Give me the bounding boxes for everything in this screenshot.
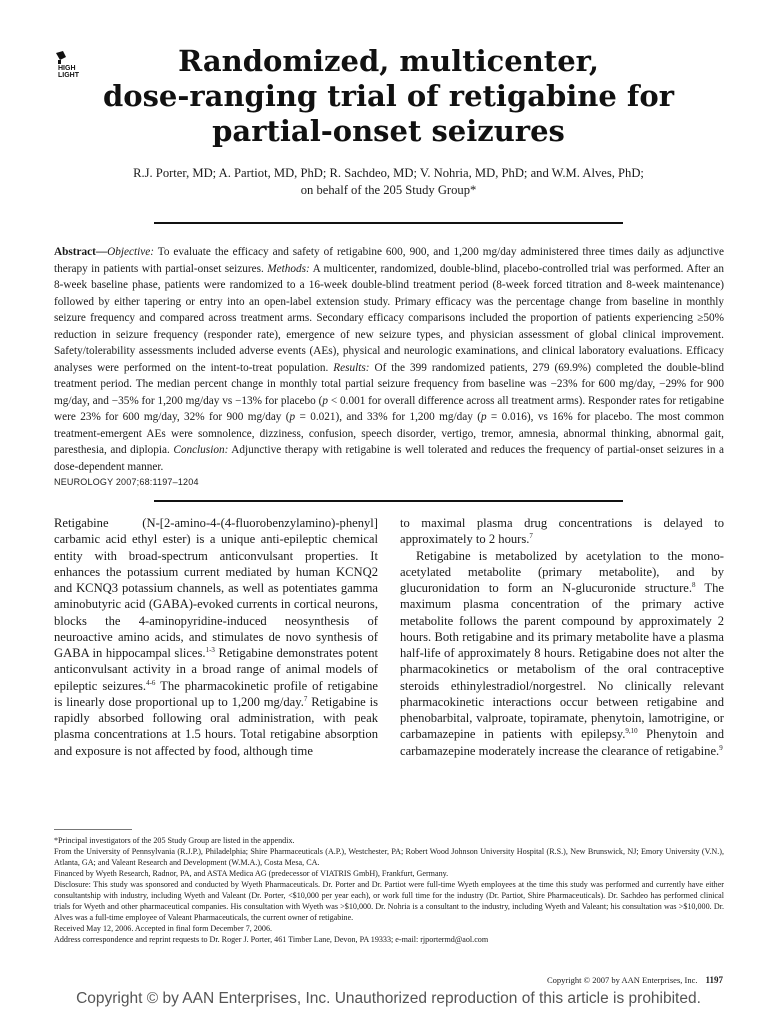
results-text-a: Of the 399 randomized patients, 279 (69.9%) completed the double-blind treatment period. The median percent change in monthly total partial seizure frequency from baseline was −23% for 600 mg/day, −29% for 900 mg/day, and −35% for 1,200 mg/day vs −13% for placebo ( <box>54 361 724 407</box>
authors-line-1: R.J. Porter, MD; A. Partiot, MD, PhD; R. Sachdeo, MD; V. Nohria, MD, PhD; and W.M. Alves, PhD; <box>133 166 644 180</box>
body-text: to maximal plasma drug concentrations is delayed to approximately to 2 hours. <box>400 516 724 547</box>
authors-line-2: on behalf of the 205 Study Group* <box>300 183 477 197</box>
methods-label: Methods: <box>267 262 310 275</box>
reference-marker: 7 <box>529 532 533 541</box>
page-number: 1197 <box>705 975 723 985</box>
copyright-text: Copyright © 2007 by AAN Enterprises, Inc. <box>547 975 698 985</box>
article-title <box>80 44 697 149</box>
footnote-received: Received May 12, 2006. Accepted in final form December 7, 2006. <box>54 924 273 933</box>
abstract <box>54 244 724 475</box>
footnote-disclosure: Disclosure: This study was sponsored and conducted by Wyeth Pharmaceuticals. Dr. Porter and Dr. Partiot were full-time Wyeth employees at the time this study was performed and currently have either consultantship with industry, including Wyeth and Valeant (Dr. Porter, <$10,000 per year each), or work full time for the industry (Dr. Partiot, Shire Pharmaceuticals). Dr. Sachdeo has performed clinical trials for Wyeth and other pharmaceutical companies. His consultation with Wyeth was >$10,000. Dr. Nohria is a consultant to the industry, including Wyeth and Valeant; his consultation was >$10,000. Dr. Alves was a full-time employee of Valeant Pharmaceuticals, the current owner of retigabine. <box>54 880 724 922</box>
divider-top <box>154 222 623 224</box>
title-line-2: dose-ranging trial of retigabine for <box>102 79 675 113</box>
author-list <box>60 165 717 199</box>
objective-label: Objective: <box>107 246 154 258</box>
results-text-b: < 0.001 for overall difference across all treatment arms). Responder rates for retigabine were 23% for 600 mg/day, 32% for 900 mg/day ( <box>54 394 724 423</box>
p-symbol: p <box>289 411 296 423</box>
title-line-3: partial-onset seizures <box>212 114 565 148</box>
journal-citation: NEUROLOGY 2007;68:1197–1204 <box>54 477 199 487</box>
body-paragraph <box>54 515 378 759</box>
title-line-1: Randomized, multicenter, <box>178 44 599 78</box>
body-text: Retigabine is metabolized by acetylation to the mono-acetylated metabolite (primary metabolite), and by glucuronidation to form an N-glucuronide structure. <box>400 548 724 595</box>
footnote-divider <box>54 829 132 830</box>
divider-bottom <box>154 500 623 502</box>
reference-marker: 7 <box>303 694 308 703</box>
results-text-c: = 0.021), and 33% for 1,200 mg/day ( <box>295 411 481 423</box>
p-symbol: p <box>480 411 487 423</box>
footnote-study-group: *Principal investigators of the 205 Study Group are listed in the appendix. <box>54 836 295 845</box>
p-symbol: p <box>322 394 329 407</box>
body-text: The maximum plasma concentration of the primary active metabolite follows the parent compound by approximately 2 hours. Both retigabine and its primary metabolite have a plasma half-life of approximately 8 hours. Retigabine does not alter the pharmacokinetics or metabolism of the oral contraceptive steroids ethinylestradiol/norgestrel. No clinically relevant pharmacokinetic interactions occur between retigabine and phenobarbital, valproate, topiramate, phenytoin, lamotrigine, or carbamazepine in patients with epilepsy. <box>400 581 724 742</box>
body-paragraph <box>400 515 724 548</box>
methods-text: A multicenter, randomized, double-blind, placebo-controlled trial was performed. After an 8-week baseline phase, patients were randomized to a 16-week double-blind treatment period (8-week forced titration and 8-week maintenance) followed by either tapering or entry into an open-label extension study. Primary efficacy was the percentage change from baseline in monthly seizure frequency and compared across treatment arms. Secondary efficacy comparisons included the proportion of patients experiencing ≥50% reduction in seizure frequency (responder rate), emergence of new seizure types, and physician assessment of global clinical improvement. Safety/tolerability assessments included adverse events (AEs), physical and neurologic examinations, and clinical laboratory evaluations. Efficacy analyses were performed on the intent-to-treat population. <box>54 262 724 374</box>
reference-marker: 9 <box>719 743 723 752</box>
body-text: Phenytoin and carbamazepine moderately increase the clearance of retigabine. <box>400 727 724 758</box>
reference-marker: 4-6 <box>146 678 156 687</box>
body-column-left <box>54 515 378 759</box>
body-text: The pharmacokinetic profile of retigabine is linearly dose proportional up to 1,200 mg/day. <box>54 678 378 709</box>
footnote-affiliations: From the University of Pennsylvania (R.J.P.), Philadelphia; Shire Pharmaceuticals (A.P.), Westchester, PA; Robert Wood Johnson University Hospital (R.S.), New Brunswick, NJ; Emory University (V.N.), Atlanta, GA; and Valeant Research and Development (W.M.A.), Costa Mesa, CA. <box>54 847 724 867</box>
copyright-banner: Copyright © by AAN Enterprises, Inc. Unauthorized reproduction of this article is prohibited. <box>76 990 701 1007</box>
copyright-line <box>547 975 723 985</box>
reference-marker: 1-3 <box>205 645 215 654</box>
results-text-d: = 0.016), vs 16% for placebo. The most common treatment-emergent AEs were somnolence, dizziness, confusion, speech disorder, vertigo, tremor, amnesia, abnormal thinking, abnormal gait, paresthesia, and diplopia. <box>54 411 724 456</box>
body-text: Retigabine demonstrates potent anticonvulsant activity in a broad range of animal models of epileptic seizures. <box>54 646 378 693</box>
objective-text: To evaluate the efficacy and safety of retigabine 600, 900, and 1,200 mg/day administered three times daily as adjunctive therapy in patients with partial-onset seizures. <box>54 246 724 275</box>
footnote-correspondence: Address correspondence and reprint requests to Dr. Roger J. Porter, 461 Timber Lane, Devon, PA 19333; e-mail: rjportermd@aol.com <box>54 935 489 944</box>
body-paragraph <box>400 548 724 759</box>
reference-marker: 8 <box>692 580 696 589</box>
footnotes <box>54 835 724 945</box>
conclusion-text: Adjunctive therapy with retigabine is well tolerated and reduces the frequency of partial-onset seizures in a dose-dependent manner. <box>54 444 724 473</box>
body-column-right <box>400 515 724 759</box>
body-text: Retigabine is rapidly absorbed following oral administration, with peak plasma concentrations at 1.5 hours. Total retigabine absorption and exposure is not affected by food, although time <box>54 694 378 758</box>
results-label: Results: <box>333 361 370 374</box>
body-text: Retigabine (N-[2-amino-4-(4-fluorobenzylamino)-phenyl] carbamic acid ethyl ester) is a unique anti-epileptic chemical entity with broad-spectrum anticonvulsant properties. It enhances the potassium current mediated by human KCNQ2 and KCNQ3 potassium channels, as well as potentiates gamma aminobutyric acid (GABA)-evoked currents in cortical neurons, blocks the 4-aminopyridine-induced neosynthesis of neuroactive amino acids, and stimulates de novo synthesis of GABA in hippocampal slices. <box>54 516 378 660</box>
svg-text:HIGH: HIGH <box>58 65 76 72</box>
svg-text:LIGHT: LIGHT <box>58 72 79 79</box>
reference-marker: 9,10 <box>625 727 638 736</box>
conclusion-label: Conclusion: <box>173 444 229 456</box>
footnote-funding: Financed by Wyeth Research, Radnor, PA, and ASTA Medica AG (predecessor of VIATRIS GmbH), Frankfurt, Germany. <box>54 869 449 878</box>
abstract-label: Abstract— <box>54 246 108 258</box>
